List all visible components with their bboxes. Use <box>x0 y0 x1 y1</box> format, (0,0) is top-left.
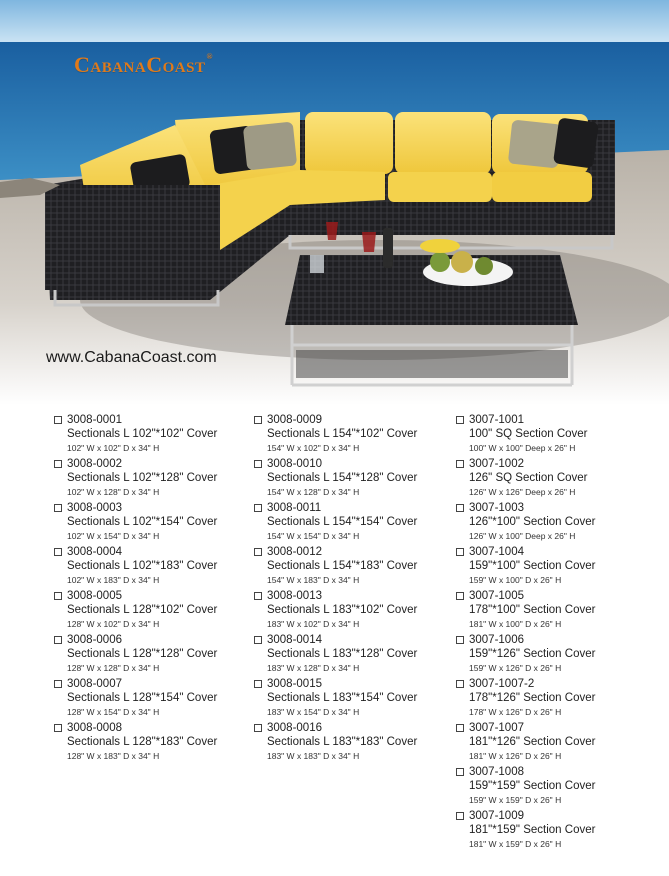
catalogue-item <box>54 677 217 721</box>
item-dimensions: 183" W x 128" D x 34" H <box>267 663 360 673</box>
item-name: 181"*159" Section Cover <box>469 824 596 836</box>
item-checkbox[interactable] <box>54 548 62 556</box>
item-code-line <box>456 721 595 735</box>
item-dimensions: 154" W x 128" D x 34" H <box>267 487 360 497</box>
item-name: Sectionals L 154"*102" Cover <box>267 428 418 440</box>
item-code-line <box>456 677 595 691</box>
catalogue-item <box>254 589 417 633</box>
item-code: 3008-0014 <box>267 634 322 646</box>
catalogue-item <box>456 501 595 545</box>
item-checkbox[interactable] <box>54 636 62 644</box>
catalogue-item <box>456 457 595 501</box>
item-code: 3007-1007-2 <box>469 678 535 690</box>
hero-photo <box>0 0 669 405</box>
item-name: 126"*100" Section Cover <box>469 516 596 528</box>
item-dimensions: 154" W x 102" D x 34" H <box>267 443 360 453</box>
item-code: 3008-0006 <box>67 634 122 646</box>
catalogue-item <box>54 589 217 633</box>
item-name: Sectionals L 128"*183" Cover <box>67 736 218 748</box>
item-name: 159"*126" Section Cover <box>469 648 596 660</box>
item-code-line <box>254 413 417 427</box>
item-code: 3008-0016 <box>267 722 322 734</box>
item-name: Sectionals L 154"*154" Cover <box>267 516 418 528</box>
catalogue-item <box>54 413 217 457</box>
item-code: 3008-0011 <box>267 502 322 514</box>
item-name: Sectionals L 102"*102" Cover <box>67 428 218 440</box>
item-checkbox[interactable] <box>254 636 262 644</box>
item-code-line <box>254 677 417 691</box>
item-name: 100" SQ Section Cover <box>469 428 588 440</box>
catalogue-item <box>254 545 417 589</box>
item-code: 3008-0010 <box>267 458 322 470</box>
item-checkbox[interactable] <box>456 416 464 424</box>
item-dimensions: 183" W x 183" D x 34" H <box>267 751 360 761</box>
item-dimensions: 154" W x 183" D x 34" H <box>267 575 360 585</box>
catalogue-item <box>54 501 217 545</box>
item-dimensions: 183" W x 102" D x 34" H <box>267 619 360 629</box>
item-code-line <box>54 413 217 427</box>
item-code: 3007-1007 <box>469 722 524 734</box>
catalogue-item <box>54 457 217 501</box>
item-name: Sectionals L 102"*154" Cover <box>67 516 218 528</box>
item-code-line <box>54 501 217 515</box>
item-code: 3008-0008 <box>67 722 122 734</box>
catalogue-item <box>456 413 595 457</box>
item-code: 3007-1008 <box>469 766 524 778</box>
item-name: Sectionals L 183"*183" Cover <box>267 736 418 748</box>
item-checkbox[interactable] <box>254 724 262 732</box>
item-dimensions: 102" W x 183" D x 34" H <box>67 575 160 585</box>
item-code-line <box>254 633 417 647</box>
item-checkbox[interactable] <box>54 724 62 732</box>
item-name: 159"*100" Section Cover <box>469 560 596 572</box>
item-code-line <box>254 457 417 471</box>
item-checkbox[interactable] <box>456 812 464 820</box>
catalogue-item <box>254 501 417 545</box>
catalogue-item <box>54 633 217 677</box>
item-code-line <box>254 545 417 559</box>
item-code: 3008-0003 <box>67 502 122 514</box>
item-code: 3007-1002 <box>469 458 524 470</box>
item-code: 3008-0001 <box>67 414 122 426</box>
item-name: Sectionals L 128"*128" Cover <box>67 648 218 660</box>
item-code-line <box>54 589 217 603</box>
catalogue-item <box>254 721 417 765</box>
item-code-line <box>54 633 217 647</box>
item-code-line <box>456 765 595 779</box>
item-code: 3008-0013 <box>267 590 322 602</box>
item-name: Sectionals L 183"*128" Cover <box>267 648 418 660</box>
item-code-line <box>456 413 595 427</box>
catalogue-column-3 <box>456 413 595 853</box>
item-code: 3008-0004 <box>67 546 122 558</box>
item-name: 178"*126" Section Cover <box>469 692 596 704</box>
item-checkbox[interactable] <box>254 680 262 688</box>
item-code: 3007-1006 <box>469 634 524 646</box>
item-dimensions: 159" W x 126" D x 26" H <box>469 663 562 673</box>
item-dimensions: 128" W x 128" D x 34" H <box>67 663 160 673</box>
item-checkbox[interactable] <box>54 592 62 600</box>
item-code: 3007-1009 <box>469 810 524 822</box>
item-code-line <box>456 501 595 515</box>
item-code-line <box>456 545 595 559</box>
catalogue-column-1 <box>54 413 217 765</box>
item-checkbox[interactable] <box>456 548 464 556</box>
item-dimensions: 100" W x 100" Deep x 26" H <box>469 443 576 453</box>
item-checkbox[interactable] <box>254 416 262 424</box>
item-checkbox[interactable] <box>456 504 464 512</box>
item-checkbox[interactable] <box>456 680 464 688</box>
item-dimensions: 126" W x 126" Deep x 26" H <box>469 487 576 497</box>
item-dimensions: 128" W x 102" D x 34" H <box>67 619 160 629</box>
item-code-line <box>54 677 217 691</box>
item-code-line <box>54 545 217 559</box>
catalogue-item <box>254 457 417 501</box>
item-name: 159"*159" Section Cover <box>469 780 596 792</box>
item-code: 3007-1005 <box>469 590 524 602</box>
item-dimensions: 159" W x 100" D x 26" H <box>469 575 562 585</box>
item-dimensions: 128" W x 183" D x 34" H <box>67 751 160 761</box>
item-code: 3007-1003 <box>469 502 524 514</box>
catalogue-item <box>456 633 595 677</box>
brand-logo: CabanaCoast® <box>74 52 213 77</box>
catalogue-item <box>54 721 217 765</box>
item-name: 126" SQ Section Cover <box>469 472 588 484</box>
item-code: 3008-0007 <box>67 678 122 690</box>
catalogue-column-2 <box>254 413 417 765</box>
item-dimensions: 181" W x 126" D x 26" H <box>469 751 562 761</box>
item-code-line <box>54 721 217 735</box>
item-checkbox[interactable] <box>456 724 464 732</box>
item-code-line <box>254 589 417 603</box>
item-checkbox[interactable] <box>456 768 464 776</box>
item-code-line <box>456 457 595 471</box>
item-name: Sectionals L 183"*102" Cover <box>267 604 418 616</box>
catalogue-item <box>456 809 595 853</box>
item-code-line <box>456 633 595 647</box>
item-checkbox[interactable] <box>456 592 464 600</box>
item-name: Sectionals L 102"*183" Cover <box>67 560 218 572</box>
item-dimensions: 128" W x 154" D x 34" H <box>67 707 160 717</box>
item-dimensions: 126" W x 100" Deep x 26" H <box>469 531 576 541</box>
catalogue-item <box>254 633 417 677</box>
item-name: Sectionals L 128"*154" Cover <box>67 692 218 704</box>
item-dimensions: 102" W x 128" D x 34" H <box>67 487 160 497</box>
catalogue-item <box>456 765 595 809</box>
item-checkbox[interactable] <box>456 636 464 644</box>
item-name: 181"*126" Section Cover <box>469 736 596 748</box>
catalogue-item <box>456 589 595 633</box>
catalogue-item <box>456 677 595 721</box>
item-code: 3008-0009 <box>267 414 322 426</box>
item-name: Sectionals L 154"*128" Cover <box>267 472 418 484</box>
item-code: 3008-0015 <box>267 678 322 690</box>
website-url[interactable]: www.CabanaCoast.com <box>46 349 217 366</box>
item-code-line <box>54 457 217 471</box>
item-checkbox[interactable] <box>254 460 262 468</box>
item-dimensions: 159" W x 159" D x 26" H <box>469 795 562 805</box>
item-code-line <box>254 721 417 735</box>
item-checkbox[interactable] <box>254 592 262 600</box>
item-name: Sectionals L 128"*102" Cover <box>67 604 218 616</box>
item-code: 3008-0005 <box>67 590 122 602</box>
item-dimensions: 102" W x 102" D x 34" H <box>67 443 160 453</box>
item-code: 3008-0012 <box>267 546 322 558</box>
item-dimensions: 178" W x 126" D x 26" H <box>469 707 562 717</box>
catalogue-item <box>254 413 417 457</box>
item-code-line <box>456 809 595 823</box>
item-code: 3007-1004 <box>469 546 524 558</box>
item-checkbox[interactable] <box>254 548 262 556</box>
item-checkbox[interactable] <box>254 504 262 512</box>
item-name: 178"*100" Section Cover <box>469 604 596 616</box>
catalogue-item <box>456 721 595 765</box>
item-name: Sectionals L 102"*128" Cover <box>67 472 218 484</box>
catalogue-item <box>254 677 417 721</box>
item-dimensions: 102" W x 154" D x 34" H <box>67 531 160 541</box>
catalogue-item <box>54 545 217 589</box>
item-code: 3007-1001 <box>469 414 524 426</box>
item-code-line <box>254 501 417 515</box>
item-code-line <box>456 589 595 603</box>
item-code: 3008-0002 <box>67 458 122 470</box>
catalogue-item <box>456 545 595 589</box>
item-checkbox[interactable] <box>54 680 62 688</box>
item-dimensions: 154" W x 154" D x 34" H <box>267 531 360 541</box>
item-checkbox[interactable] <box>456 460 464 468</box>
item-dimensions: 181" W x 100" D x 26" H <box>469 619 562 629</box>
item-checkbox[interactable] <box>54 416 62 424</box>
item-checkbox[interactable] <box>54 504 62 512</box>
item-dimensions: 181" W x 159" D x 26" H <box>469 839 562 849</box>
item-dimensions: 183" W x 154" D x 34" H <box>267 707 360 717</box>
item-name: Sectionals L 154"*183" Cover <box>267 560 418 572</box>
item-name: Sectionals L 183"*154" Cover <box>267 692 418 704</box>
item-checkbox[interactable] <box>54 460 62 468</box>
